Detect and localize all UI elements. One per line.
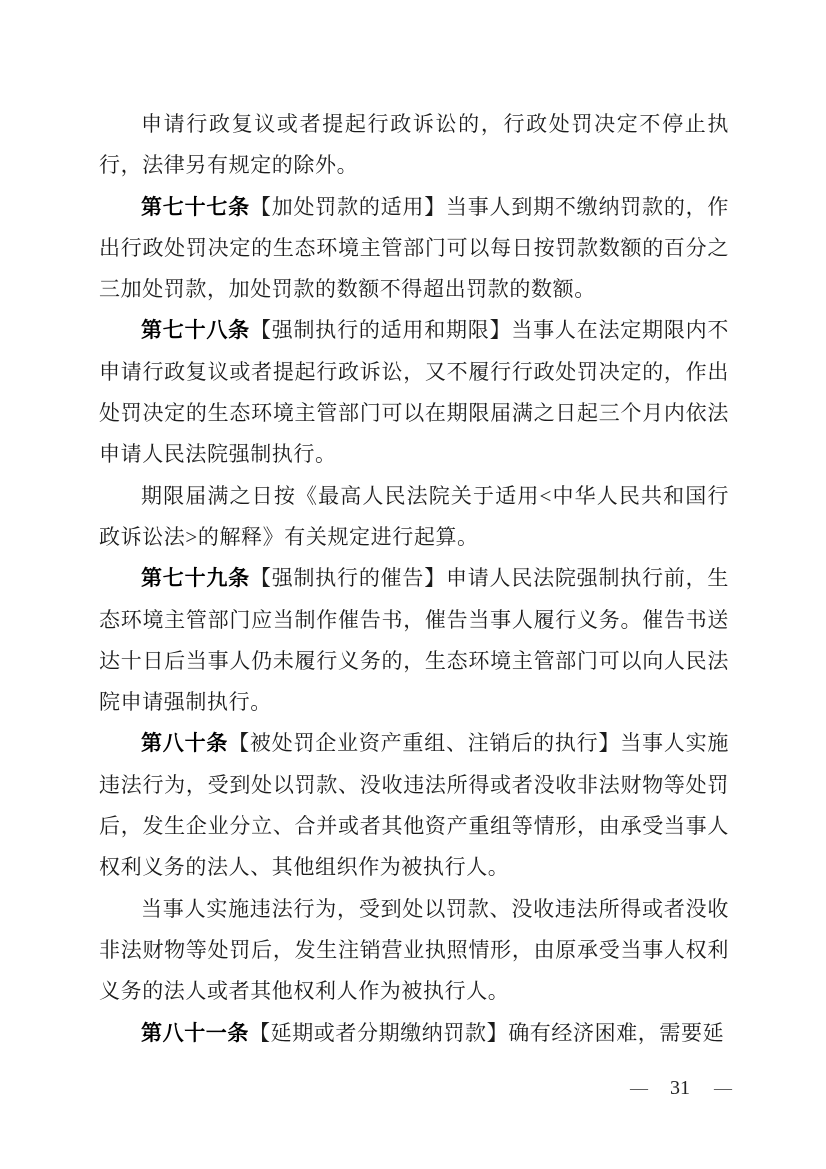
paragraph	[99, 558, 729, 723]
paragraph-text: 期限届满之日按《最高人民法院关于适用<中华人民共和国行政诉讼法>的解释》有关规定进行起算。	[99, 483, 729, 549]
article-number: 第七十九条	[141, 566, 250, 591]
article-number: 第七十八条	[141, 318, 250, 343]
paragraph	[99, 889, 729, 1013]
paragraph	[99, 310, 729, 475]
paragraph-text: 申请行政复议或者提起行政诉讼的，行政处罚决定不停止执行，法律另有规定的除外。	[99, 112, 729, 178]
paragraph	[99, 723, 729, 888]
article-title: 【强制执行的适用和期限】	[249, 318, 512, 343]
page-footer	[630, 1077, 730, 1100]
paragraph	[99, 187, 729, 311]
footer-dash-right: —	[714, 1078, 730, 1098]
paragraph-text: 当事人实施违法行为，受到处以罚款、没收违法所得或者没收非法财物等处罚后，发生注销营业执照情形，由原承受当事人权利义务的法人或者其他权利人作为被执行人。	[99, 896, 729, 1004]
paragraph-text: 当事人到期不缴纳罚款的，作出行政处罚决定的生态环境主管部门可以每日按罚款数额的百分之三加处罚款，加处罚款的数额不得超出罚款的数额。	[99, 194, 729, 302]
paragraph-text: 确有经济困难，需要延	[508, 1020, 725, 1045]
article-title: 【延期或者分期缴纳罚款】	[249, 1020, 509, 1045]
page-number: 31	[670, 1077, 690, 1099]
paragraph	[99, 476, 729, 559]
article-title: 【加处罚款的适用】	[249, 194, 446, 219]
article-number: 第七十七条	[141, 194, 250, 219]
article-title: 【被处罚企业资产重组、注销后的执行】	[228, 731, 621, 756]
article-number: 第八十条	[141, 731, 229, 756]
article-number: 第八十一条	[141, 1020, 249, 1045]
paragraph-text: 当事人在法定期限内不申请行政复议或者提起行政诉讼，又不履行行政处罚决定的，作出处罚决定的生态环境主管部门可以在期限届满之日起三个月内依法申请人民法院强制执行。	[99, 318, 730, 467]
document-body	[99, 104, 729, 1054]
paragraph-text: 当事人实施违法行为，受到处以罚款、没收违法所得或者没收非法财物等处罚后，发生企业分立、合并或者其他资产重组等情形，由承受当事人权利义务的法人、其他组织作为被执行人。	[99, 731, 729, 880]
article-title: 【强制执行的催告】	[249, 566, 446, 591]
paragraph	[99, 104, 729, 187]
footer-dash-left: —	[630, 1078, 646, 1098]
paragraph-text: 申请人民法院强制执行前，生态环境主管部门应当制作催告书，催告当事人履行义务。催告书送达十日后当事人仍未履行义务的，生态环境主管部门可以向人民法院申请强制执行。	[99, 566, 729, 715]
paragraph	[99, 1013, 729, 1054]
